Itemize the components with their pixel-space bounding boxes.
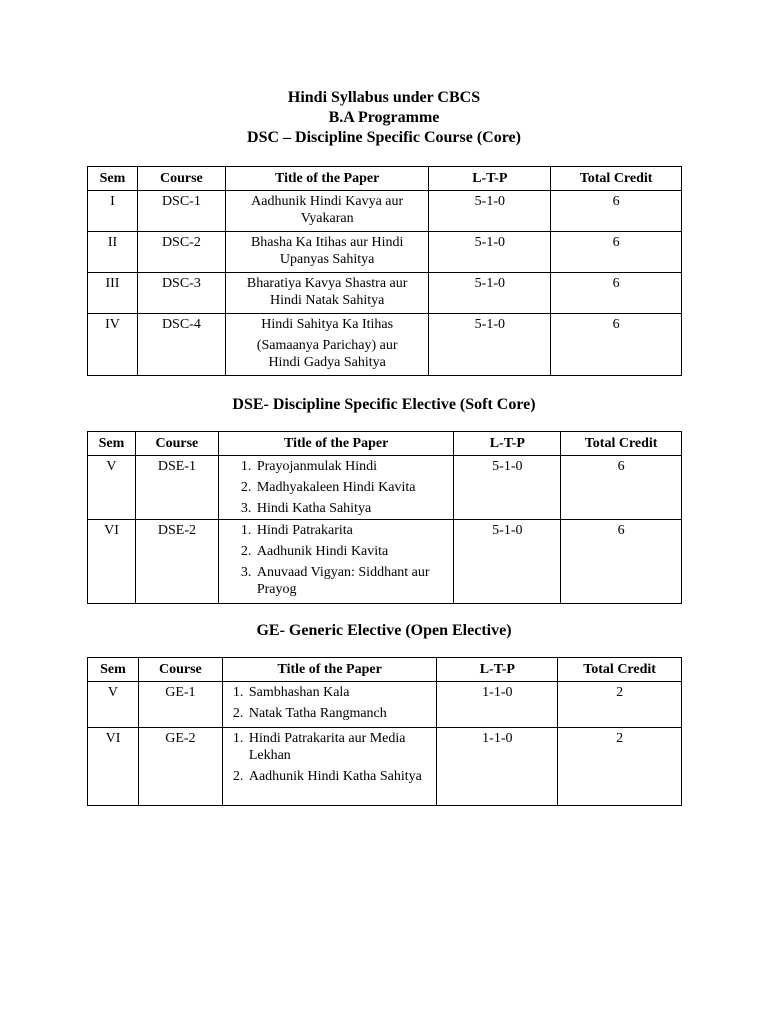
list-item: 1. Prayojanmulak Hindi xyxy=(255,458,450,475)
table-row xyxy=(88,314,682,376)
dsc-table xyxy=(87,166,682,376)
title-line: Hindi Gadya Sahitya xyxy=(268,355,386,370)
list-item: 3. Hindi Katha Sahitya xyxy=(255,500,450,517)
list-item: 1. Hindi Patrakarita aur Media Lekhan xyxy=(247,730,433,764)
sem-cell: V xyxy=(88,456,136,520)
col-course-header: Course xyxy=(135,432,218,456)
sem-cell: V xyxy=(88,682,139,728)
papers-list xyxy=(229,684,433,722)
table-row xyxy=(88,456,682,520)
table-row xyxy=(88,191,682,232)
title-line: Upanyas Sahitya xyxy=(279,252,375,267)
list-item: 2. Natak Tatha Rangmanch xyxy=(247,705,433,722)
course-cell: GE-2 xyxy=(138,728,222,806)
course-cell: DSC-2 xyxy=(137,232,225,273)
table-row xyxy=(88,682,682,728)
title-cell xyxy=(225,191,429,232)
credit-cell: 6 xyxy=(551,191,682,232)
document-title: Hindi Syllabus under CBCS xyxy=(287,89,481,106)
dse-heading: DSE- Discipline Specific Elective (Soft Core) xyxy=(232,396,536,413)
papers-cell xyxy=(222,728,437,806)
papers-cell xyxy=(218,456,454,520)
col-title-header: Title of the Paper xyxy=(218,432,454,456)
title-line: Bharatiya Kavya Shastra aur xyxy=(246,276,408,291)
sem-cell: III xyxy=(88,273,138,314)
col-credit-header: Total Credit xyxy=(558,658,682,682)
title-cell xyxy=(225,314,429,376)
sem-cell: VI xyxy=(88,728,139,806)
col-credit-header: Total Credit xyxy=(561,432,682,456)
ge-table xyxy=(87,657,682,806)
col-sem-header: Sem xyxy=(88,658,139,682)
dsc-header-row xyxy=(88,167,682,191)
col-course-header: Course xyxy=(138,658,222,682)
course-cell: DSC-3 xyxy=(137,273,225,314)
list-item: 1. Sambhashan Kala xyxy=(247,684,433,701)
papers-list xyxy=(229,730,433,785)
credit-cell: 6 xyxy=(551,314,682,376)
col-ltp-header: L-T-P xyxy=(437,658,558,682)
col-sem-header: Sem xyxy=(88,167,138,191)
credit-cell: 6 xyxy=(561,456,682,520)
col-sem-header: Sem xyxy=(88,432,136,456)
list-item: 3. Anuvaad Vigyan: Siddhant aur Prayog xyxy=(255,564,450,598)
ge-heading: GE- Generic Elective (Open Elective) xyxy=(256,622,512,639)
sem-cell: VI xyxy=(88,520,136,604)
col-ltp-header: L-T-P xyxy=(429,167,551,191)
course-cell: DSE-1 xyxy=(135,456,218,520)
list-item: 2. Aadhunik Hindi Kavita xyxy=(255,543,450,560)
col-credit-header: Total Credit xyxy=(551,167,682,191)
ltp-cell: 5-1-0 xyxy=(429,273,551,314)
title-line: Bhasha Ka Itihas aur Hindi xyxy=(250,235,404,250)
credit-cell: 6 xyxy=(561,520,682,604)
table-row xyxy=(88,728,682,806)
course-cell: DSC-4 xyxy=(137,314,225,376)
title-line: (Samaanya Parichay) aur xyxy=(256,338,398,353)
sem-cell: II xyxy=(88,232,138,273)
col-title-header: Title of the Paper xyxy=(225,167,429,191)
table-row xyxy=(88,520,682,604)
col-title-header: Title of the Paper xyxy=(222,658,437,682)
sem-cell: I xyxy=(88,191,138,232)
credit-cell: 6 xyxy=(551,273,682,314)
sem-cell: IV xyxy=(88,314,138,376)
programme-title: B.A Programme xyxy=(328,109,440,126)
title-line: Aadhunik Hindi Kavya aur xyxy=(251,194,404,209)
list-item: 2. Madhyakaleen Hindi Kavita xyxy=(255,479,450,496)
dsc-heading: DSC – Discipline Specific Course (Core) xyxy=(247,129,521,146)
ltp-cell: 5-1-0 xyxy=(429,191,551,232)
title-line: Hindi Sahitya Ka Itihas xyxy=(261,317,394,332)
list-item: 2. Aadhunik Hindi Katha Sahitya xyxy=(247,768,433,785)
papers-cell xyxy=(218,520,454,604)
title-cell xyxy=(225,273,429,314)
credit-cell: 2 xyxy=(558,728,682,806)
papers-cell xyxy=(222,682,437,728)
title-line: Vyakaran xyxy=(300,211,354,226)
col-course-header: Course xyxy=(137,167,225,191)
title-line: Hindi Natak Sahitya xyxy=(270,293,385,308)
dse-table xyxy=(87,431,682,604)
papers-list xyxy=(233,522,450,598)
ltp-cell: 5-1-0 xyxy=(454,456,561,520)
ltp-cell: 5-1-0 xyxy=(429,232,551,273)
table-row xyxy=(88,232,682,273)
ltp-cell: 5-1-0 xyxy=(454,520,561,604)
dse-header-row xyxy=(88,432,682,456)
ltp-cell: 1-1-0 xyxy=(437,682,558,728)
table-row xyxy=(88,273,682,314)
course-cell: DSE-2 xyxy=(135,520,218,604)
course-cell: GE-1 xyxy=(138,682,222,728)
list-item: 1. Hindi Patrakarita xyxy=(255,522,450,539)
ltp-cell: 5-1-0 xyxy=(429,314,551,376)
papers-list xyxy=(233,458,450,517)
credit-cell: 2 xyxy=(558,682,682,728)
ge-header-row xyxy=(88,658,682,682)
col-ltp-header: L-T-P xyxy=(454,432,561,456)
credit-cell: 6 xyxy=(551,232,682,273)
course-cell: DSC-1 xyxy=(137,191,225,232)
ltp-cell: 1-1-0 xyxy=(437,728,558,806)
title-cell xyxy=(225,232,429,273)
